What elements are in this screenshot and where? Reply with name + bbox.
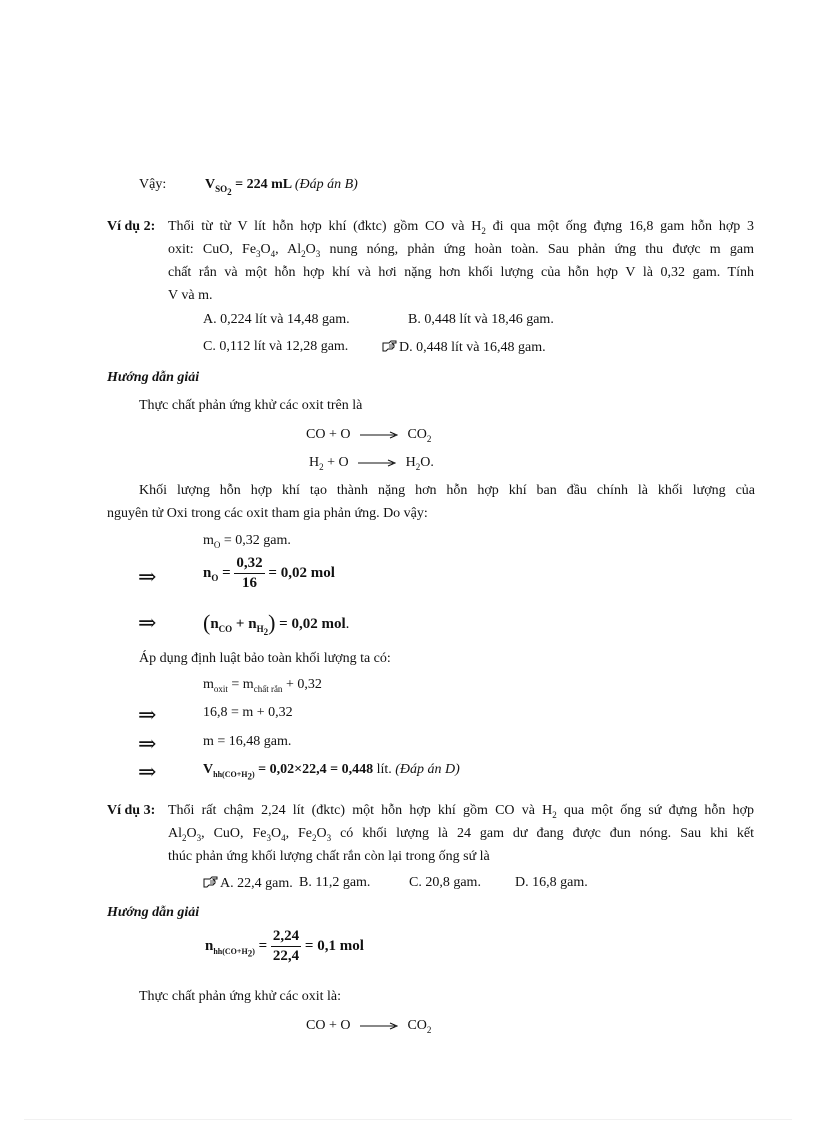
solution-2-intro: Thực chất phản ứng khử các oxit là: (139, 989, 341, 1004)
ex2-option-d-text: D. 0,448 lít và 16,48 gam. (399, 340, 546, 355)
example-2-line-2 (168, 243, 754, 257)
reaction-2-right-sub: 2 (415, 461, 421, 472)
vol-answer: (Đáp án D) (395, 762, 460, 777)
vol-sub3: ) (251, 769, 255, 779)
solution-1-heading: Hướng dẫn giải (107, 370, 200, 385)
sum-n2-sub: H (256, 624, 264, 634)
close-paren: ) (268, 610, 276, 635)
reaction-3-left: CO + O (306, 1018, 351, 1033)
ex3-option-a (203, 876, 293, 891)
ex3-t1b: qua một ống sứ đựng hỗn hợp (556, 803, 754, 818)
total-moles-formula (205, 929, 364, 964)
reaction-3 (306, 1019, 431, 1033)
implies-arrow-icon: ⇒ (138, 702, 157, 727)
result-line-1 (139, 178, 166, 192)
mass1-rest: + 0,32 (282, 677, 322, 692)
pointing-hand-icon (203, 876, 219, 888)
sum-result: = 0,02 mol (275, 616, 346, 632)
reaction-1 (306, 428, 431, 442)
solution-2-heading: Hướng dẫn giải (107, 905, 200, 920)
ex3-t2g: có khối lượng là 24 gam dư đang được đun nóng. Sau khi kết (331, 826, 754, 841)
ex3-s5: 2 (312, 832, 317, 843)
reaction-2-left-sub: 2 (319, 461, 324, 472)
sum-plus: + n (232, 616, 257, 632)
vol-symbol: V (203, 762, 214, 777)
moles-sum (203, 610, 350, 637)
mass1-eq: = m (227, 677, 254, 692)
reaction-2-left-a: H (309, 455, 320, 470)
implies-arrow-icon: ⇒ (138, 564, 157, 589)
ex3-t2b: O (186, 826, 197, 841)
ex3-t2f: O (316, 826, 327, 841)
v-sub2: 2 (227, 186, 232, 197)
reaction-2 (309, 456, 434, 470)
ex2-s4: 3 (315, 248, 321, 259)
no-result: = 0,02 mol (264, 565, 335, 581)
reaction-2-right-b: O. (420, 455, 434, 470)
reaction-3-right: CO (407, 1018, 427, 1033)
law-sentence: Áp dụng định luật bảo toàn khối lượng ta có: (139, 651, 391, 666)
ex3-option-c: C. 20,8 gam. (409, 875, 481, 890)
label-vay: Vậy: (139, 177, 167, 192)
ex3-s1: 2 (182, 832, 187, 843)
ex3-t2e: , Fe (285, 826, 313, 841)
frac2-num: 2,24 (271, 929, 301, 947)
n-eq: = (254, 938, 271, 954)
fraction-032-16 (234, 556, 264, 591)
ex2-t2d: O (305, 242, 316, 257)
frac2-den: 22,4 (272, 948, 300, 964)
reaction-1-right-sub: 2 (426, 433, 432, 444)
reaction-1-left: CO + O (306, 427, 351, 442)
vol-unit: lít. (373, 762, 392, 777)
ex3-s4: 4 (281, 832, 286, 843)
ex2-text-1: Thổi từ từ V lít hỗn hợp khí (đktc) gồm CO và H (168, 219, 482, 234)
reaction-1-right: CO (407, 427, 427, 442)
ex2-text-1b: đi qua một ống đựng 16,8 gam hỗn hợp 3 (485, 219, 754, 234)
sum-n1-sub: CO (218, 624, 233, 634)
no-symbol: n (203, 565, 212, 581)
ex3-s0: 2 (552, 809, 557, 820)
ex2-option-c: C. 0,112 lít và 12,28 gam. (203, 339, 349, 354)
ex3-option-a-text: A. 22,4 gam. (220, 876, 293, 891)
ex3-t2d: O (270, 826, 282, 841)
mass1-sub-oxit: oxit (213, 683, 228, 694)
ex3-s6: 3 (326, 832, 332, 843)
mass1-m: m (203, 677, 214, 692)
mass-balance-2: 16,8 = m + 0,32 (203, 705, 293, 720)
example-2-line-3: chất rắn và một hỗn hợp khí và hơi nặng hơn khối lượng của hỗn hợp V là 0,32 gam. Tính (168, 265, 754, 280)
vol-result: = 0,02×22,4 = 0,448 (254, 762, 374, 777)
ex2-sub-1: 2 (481, 225, 486, 236)
mass-balance-1 (203, 678, 322, 692)
reaction-3-right-sub: 2 (426, 1024, 432, 1035)
ex2-option-d (382, 340, 546, 355)
vol-sub2: 2 (247, 771, 252, 782)
pointing-hand-icon (382, 340, 398, 352)
solution-1-intro: Thực chất phản ứng khử các oxit trên là (139, 398, 363, 413)
mo-value: = 0,32 gam. (220, 533, 291, 548)
v-symbol: V (205, 177, 216, 192)
sum-n2-sub2: 2 (263, 626, 269, 637)
ex2-t2c: , Al (275, 242, 302, 257)
ex2-t2b: O (260, 242, 271, 257)
ex2-option-b: B. 0,448 lít và 18,46 gam. (408, 312, 554, 327)
ex3-s3: 3 (266, 832, 271, 843)
ex3-option-d: D. 16,8 gam. (515, 875, 588, 890)
vol-sub: hh(CO+H (213, 769, 248, 779)
reaction-2-right-a: H (405, 455, 416, 470)
volume-result (203, 762, 460, 782)
no-eq: = (218, 565, 235, 581)
ex2-t2e: nung nóng, phản ứng hoàn toàn. Sau phản ứng thu được m gam (320, 242, 755, 257)
v-sub: SO (215, 183, 228, 194)
moles-oxygen (203, 556, 335, 591)
answer-note: (Đáp án B) (294, 177, 358, 192)
implies-arrow-icon: ⇒ (138, 610, 157, 635)
example-3-label: Ví dụ 3: (107, 803, 156, 818)
implies-arrow-icon: ⇒ (138, 731, 157, 756)
fraction-den: 16 (242, 575, 258, 591)
fraction-224-224 (271, 929, 301, 964)
example-3-line-3: thúc phản ứng khối lượng chất rắn còn lại trong ống sứ là (168, 849, 490, 864)
sum-dot: . (345, 616, 350, 632)
mass-balance-3: m = 16,48 gam. (203, 734, 292, 749)
paragraph-line-1: Khối lượng hỗn hợp khí tạo thành nặng hơn hỗn hợp khí ban đầu chính là khối lượng của (139, 483, 755, 498)
paragraph-line-2: nguyên tử Oxi trong các oxit tham gia phản ứng. Do vậy: (107, 506, 428, 521)
page-bottom-edge (24, 1119, 792, 1120)
example-3-line-1 (168, 804, 754, 818)
reaction-2-left-b: + O (323, 455, 349, 470)
mo-sub: O (213, 539, 221, 550)
n-sub3: ) (252, 946, 255, 956)
mass1-sub-solid: chất rắn (253, 683, 283, 694)
mo-symbol: m (203, 533, 214, 548)
long-right-arrow-icon (360, 1022, 398, 1030)
ex3-s2: 3 (196, 832, 202, 843)
volume-so2-formula (205, 177, 358, 197)
n-sub: hh(CO+H (213, 946, 248, 956)
sum-n1: n (210, 616, 219, 632)
ex3-t1: Thổi rất chậm 2,24 lít (đktc) một hỗn hợp khí gồm CO và H (168, 803, 553, 818)
n-result: = 0,1 mol (301, 938, 364, 954)
no-sub: O (211, 572, 219, 583)
mass-oxygen (203, 534, 291, 548)
implies-arrow-icon: ⇒ (138, 759, 157, 784)
ex2-s2: 4 (270, 248, 276, 259)
ex3-t2a: Al (168, 826, 182, 841)
example-3-line-2 (168, 827, 754, 841)
ex3-option-b: B. 11,2 gam. (299, 875, 371, 890)
long-right-arrow-icon (360, 431, 398, 439)
v-result: = 224 mL (231, 177, 292, 192)
ex2-s1: 3 (256, 248, 261, 259)
example-2-line-4: V và m. (168, 288, 213, 303)
example-2-line-1 (168, 220, 754, 234)
fraction-num: 0,32 (234, 556, 264, 574)
ex2-option-a: A. 0,224 lít và 14,48 gam. (203, 312, 350, 327)
open-paren: ( (203, 610, 211, 635)
ex3-t2c: , CuO, Fe (201, 826, 267, 841)
long-right-arrow-icon (358, 459, 396, 467)
ex2-s3: 2 (301, 248, 306, 259)
example-2-label: Ví dụ 2: (107, 219, 156, 234)
n-symbol: n (205, 938, 214, 954)
n-sub2: 2 (247, 948, 253, 959)
ex2-t2a: oxit: CuO, Fe (168, 242, 257, 257)
